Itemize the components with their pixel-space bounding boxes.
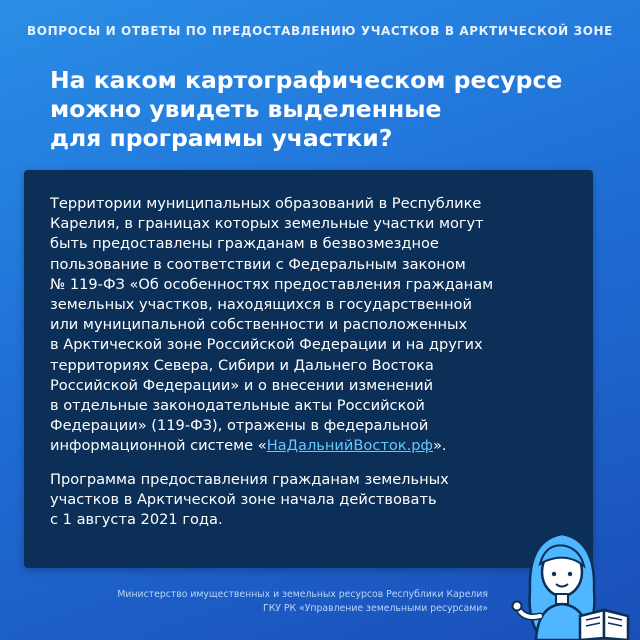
question-line: для программы участки? [50,124,393,152]
text-line: или муниципальной собственности и расположенных [50,316,468,334]
question-title [50,66,610,153]
text-line: № 119-ФЗ «Об особенностях предоставления гражданам [50,275,494,293]
text-line: земельных участков, находящихся в государственной [50,296,472,314]
text-line: Программа предоставления гражданам земельных [50,470,449,488]
footer-ministry: Министерство имущественных и земельных ресурсов Республики Карелия [117,589,488,600]
mascot-woman-reading-icon [500,520,640,640]
header-title: ВОПРОСЫ И ОТВЕТЫ ПО ПРЕДОСТАВЛЕНИЮ УЧАСТКОВ В АРКТИЧЕСКОЙ ЗОНЕ [27,24,613,38]
text-line: Федерации» (119-ФЗ), отражены в федеральной [50,417,429,435]
text-line: с 1 августа 2021 года. [50,511,223,529]
text-line: пользование в соответствии с Федеральным законом [50,255,466,273]
answer-text [50,194,580,530]
text-line: участков в Арктической зоне начала действовать [50,490,437,508]
text-line: быть предоставлены гражданам в безвозмездное [50,235,439,253]
text-line: в отдельные законодательные акты Российской [50,397,425,415]
footer-credits [0,588,488,616]
nadalniyvostok-link[interactable]: НаДальнийВосток.рф [266,437,433,455]
text-line: Карелия, в границах которых земельные участки могут [50,215,484,233]
text-line: Российской Федерации» и о внесении изменений [50,376,434,394]
text-line: территориях Севера, Сибири и Дальнего Востока [50,356,434,374]
footer-agency: ГКУ РК «Управление земельными ресурсами» [263,603,488,614]
text-fragment: информационной системе « [50,437,267,455]
text-line-with-link [50,436,580,456]
answer-paragraph-1 [50,194,580,457]
text-line: в Арктической зоне Российской Федерации и на других [50,336,483,354]
question-line: можно увидеть выделенные [50,95,442,123]
text-fragment: ». [433,437,447,455]
text-line: Территории муниципальных образований в Республике [50,195,482,212]
question-line: На каком картографическом ресурсе [50,66,563,94]
